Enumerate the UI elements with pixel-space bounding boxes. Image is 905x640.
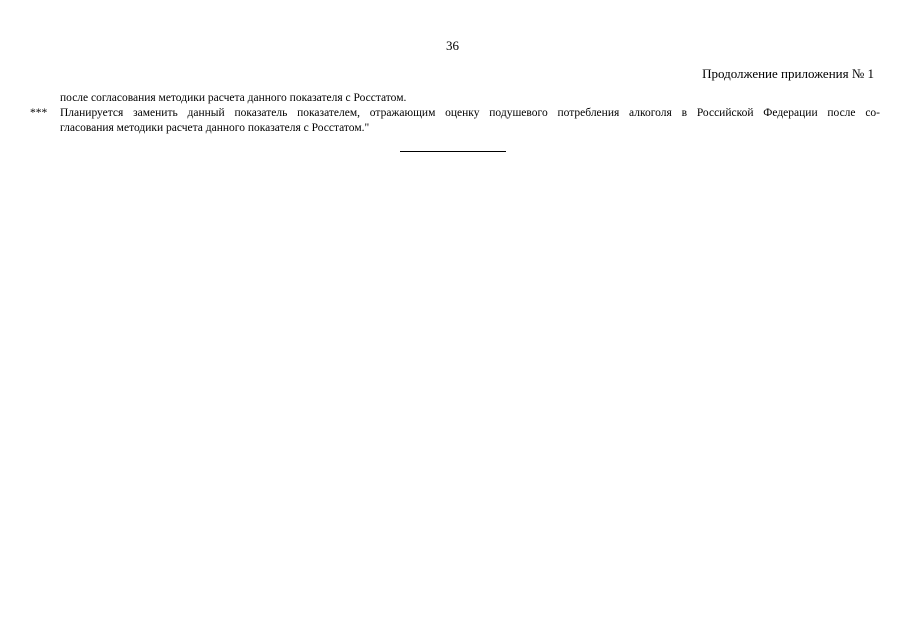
footnote-triple-asterisk	[30, 106, 880, 136]
footnote-marker: ***	[30, 107, 48, 119]
footnote-continued-text: после согласования методики расчета данного показателя с Росстатом.	[60, 92, 407, 104]
footnotes-block	[30, 91, 880, 136]
footnote-text	[60, 106, 880, 136]
footnote-continued	[30, 91, 880, 106]
page-number: 36	[446, 38, 459, 53]
end-separator-line	[400, 151, 506, 152]
footnote-text-line-2: гласования методики расчета данного показателя с Росстатом."	[60, 122, 370, 134]
footnote-text-line-1: Планируется заменить данный показатель показателем, отражающим оценку подушевого потребления алкоголя в Российской Федерации после со-	[60, 107, 880, 119]
appendix-continuation-label: Продолжение приложения № 1	[702, 66, 874, 81]
